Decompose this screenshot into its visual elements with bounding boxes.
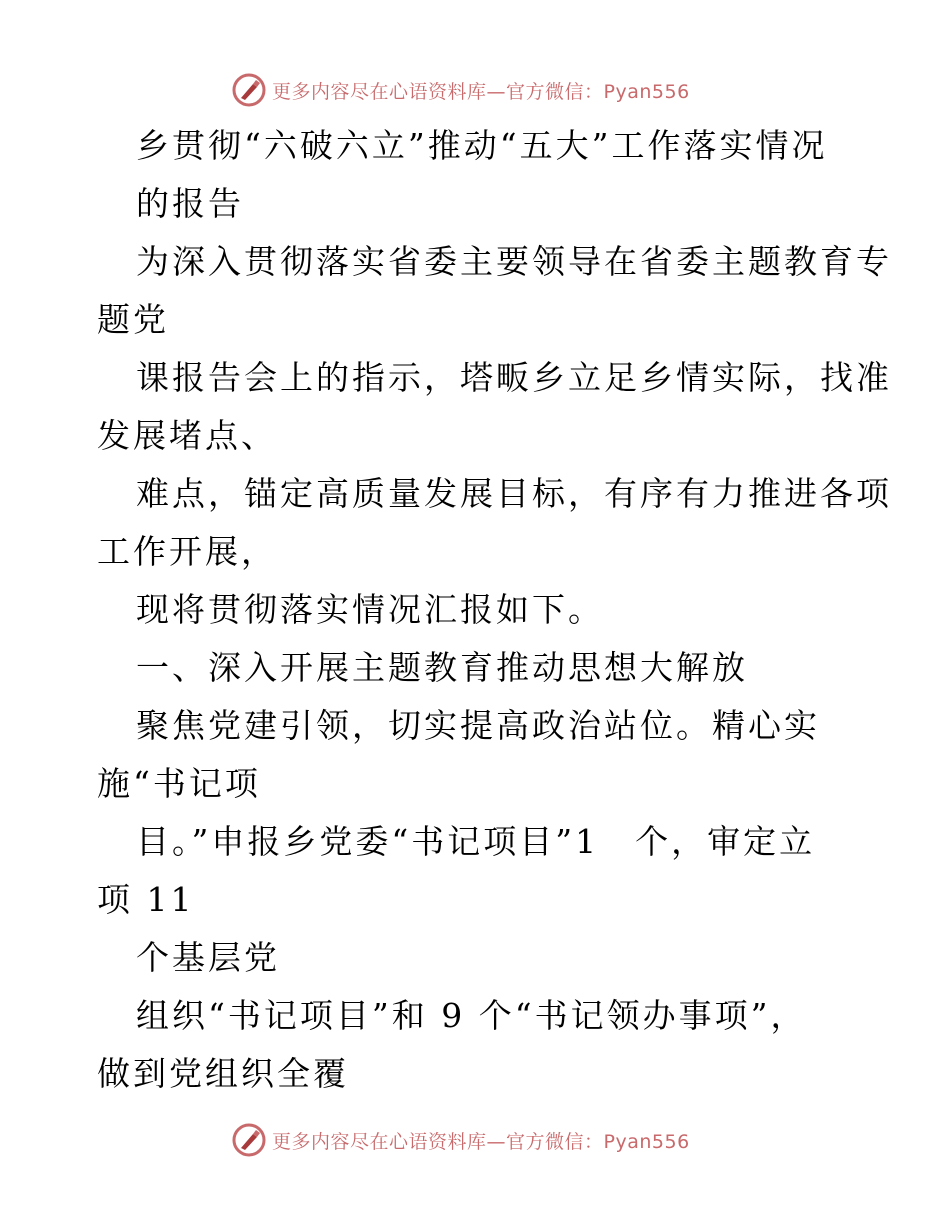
pen-logo-icon [232, 1123, 266, 1157]
paragraph-line: 个基层党 [136, 938, 280, 977]
paragraph-line: 组织“书记项目”和 9 个“书记领办事项”， [136, 996, 807, 1035]
paragraph-line: 难点，锚定高质量发展目标，有序有力推进各项 [136, 474, 892, 513]
paragraph-line: 课报告会上的指示，塔畈乡立足乡情实际，找准 [136, 358, 892, 397]
header-watermark [232, 70, 690, 110]
pen-logo-icon [232, 73, 266, 107]
paragraph-line: 为深入贯彻落实省委主要领导在省委主题教育专 [136, 242, 892, 281]
watermark-text: 更多内容尽在心语资料库—官方微信：Pyan556 [272, 1130, 690, 1153]
paragraph-line: 工作开展， [97, 532, 277, 571]
footer-watermark [232, 1120, 690, 1160]
paragraph-line: 项 11 [97, 880, 195, 919]
paragraph-line: 发展堵点、 [97, 416, 277, 455]
paragraph-line: 现将贯彻落实情况汇报如下。 [136, 590, 604, 629]
document-title-line-2: 的报告 [136, 184, 244, 223]
watermark-text: 更多内容尽在心语资料库—官方微信：Pyan556 [272, 80, 690, 103]
paragraph-line: 题党 [97, 300, 169, 339]
paragraph-line: 聚焦党建引领，切实提高政治站位。精心实 [136, 706, 820, 745]
document-title-line-1: 乡贯彻“六破六立”推动“五大”工作落实情况 [136, 126, 828, 165]
paragraph-line: 施“书记项 [97, 764, 261, 803]
section-heading: 一、深入开展主题教育推动思想大解放 [136, 648, 748, 687]
paragraph-line: 目。”申报乡党委“书记项目”1 个，审定立 [136, 822, 816, 861]
paragraph-line: 做到党组织全覆 [97, 1054, 349, 1093]
